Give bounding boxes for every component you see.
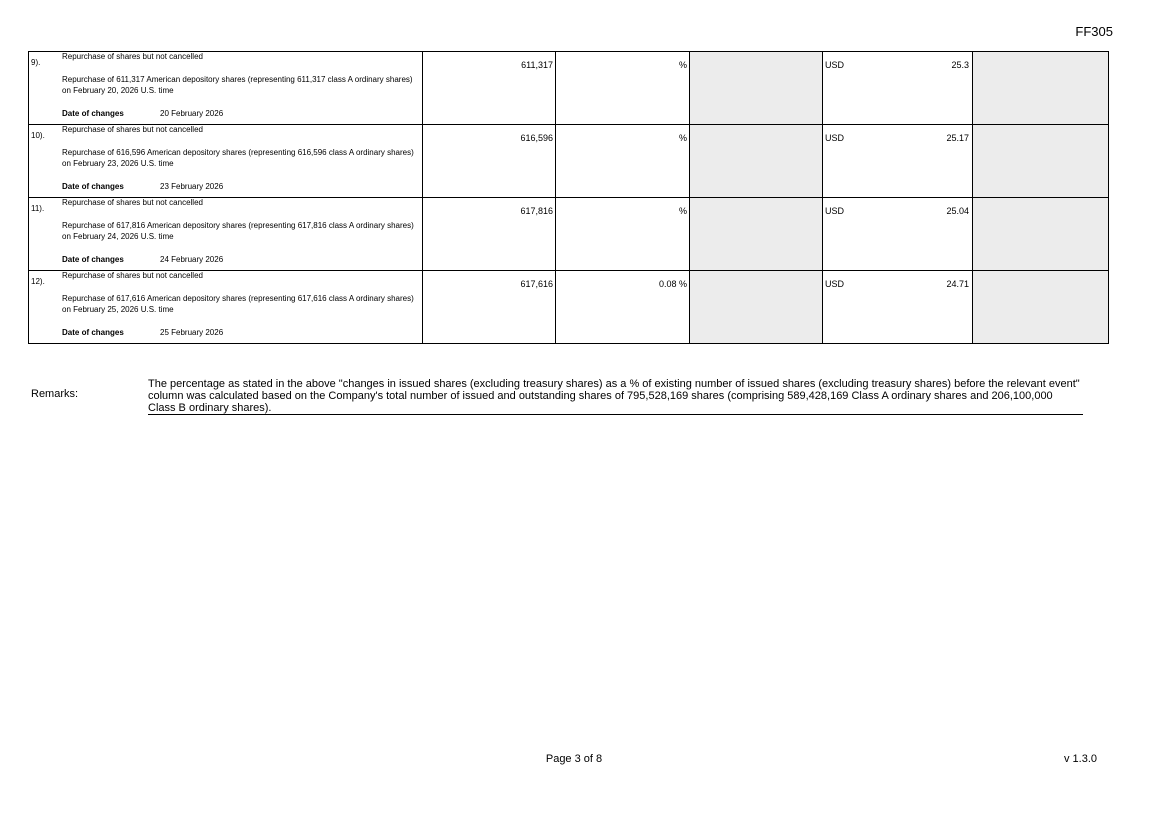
price-cell — [823, 271, 973, 344]
date-of-changes — [62, 255, 223, 264]
percent-cell — [556, 271, 690, 344]
event-type: Repurchase of shares but not cancelled — [62, 125, 203, 134]
price-value: 24.71 — [946, 279, 969, 289]
price-cell — [823, 125, 973, 198]
date-label: Date of changes — [62, 328, 124, 337]
currency: USD — [825, 60, 845, 70]
event-number: 9). — [31, 58, 41, 67]
price-cell — [823, 198, 973, 271]
event-description: Repurchase of 617,616 American depository shares (representing 617,616 class A ordinary shares) on February 25, 2026 U.S. time — [62, 294, 414, 314]
remarks-text: The percentage as stated in the above "changes in issued shares (excluding treasury shares) as a % of existing number of issued shares (excluding treasury shares) before the relevant event" column was calculated based on the Company's total number of issued and outstanding shares of 795,528,169 shares (comprising 589,428,169 Class A ordinary shares and 206,100,000 Class B ordinary shares). — [148, 378, 1083, 415]
shares-value: 616,596 — [520, 133, 553, 143]
shares-cell — [423, 271, 556, 344]
price-value: 25.04 — [946, 206, 969, 216]
shaded-cell — [690, 198, 823, 271]
currency: USD — [825, 133, 845, 143]
event-number: 11). — [31, 204, 45, 213]
percent-value: % — [678, 60, 687, 70]
event-description: Repurchase of 617,816 American depository shares (representing 617,816 class A ordinary shares) on February 24, 2026 U.S. time — [62, 221, 414, 241]
event-number: 10). — [31, 131, 45, 140]
date-value: 25 February 2026 — [160, 328, 224, 337]
table-row — [29, 271, 1109, 344]
shares-value: 611,317 — [521, 60, 553, 70]
shares-cell — [423, 125, 556, 198]
date-value: 20 February 2026 — [160, 109, 224, 118]
percent-cell — [556, 52, 690, 125]
event-description: Repurchase of 616,596 American depository shares (representing 616,596 class A ordinary shares) on February 23, 2026 U.S. time — [62, 148, 414, 168]
table-row — [29, 125, 1109, 198]
percent-value: % — [678, 206, 687, 216]
shaded-cell — [690, 271, 823, 344]
table-row — [29, 198, 1109, 271]
shares-value: 617,616 — [520, 279, 553, 289]
shaded-cell — [973, 198, 1109, 271]
percent-value: 0.08 % — [658, 279, 687, 289]
percent-cell — [556, 198, 690, 271]
shaded-cell — [690, 52, 823, 125]
event-description-cell — [29, 125, 423, 198]
event-description: Repurchase of 611,317 American depository shares (representing 611,317 class A ordinary shares) on February 20, 2026 U.S. time — [62, 75, 413, 95]
event-type: Repurchase of shares but not cancelled — [62, 52, 203, 61]
event-number: 12). — [31, 277, 45, 286]
currency: USD — [825, 206, 845, 216]
share-changes-table — [28, 51, 1109, 344]
event-type: Repurchase of shares but not cancelled — [62, 198, 203, 207]
currency: USD — [825, 279, 845, 289]
percent-cell — [556, 125, 690, 198]
shaded-cell — [973, 125, 1109, 198]
event-description-cell — [29, 52, 423, 125]
date-value: 24 February 2026 — [160, 255, 224, 264]
price-value: 25.17 — [946, 133, 969, 143]
event-type: Repurchase of shares but not cancelled — [62, 271, 203, 280]
price-cell — [823, 52, 973, 125]
table-row — [29, 52, 1109, 125]
shares-cell — [423, 198, 556, 271]
shares-cell — [423, 52, 556, 125]
date-label: Date of changes — [62, 182, 124, 191]
page-number: Page 3 of 8 — [545, 753, 603, 765]
date-value: 23 February 2026 — [160, 182, 224, 191]
shaded-cell — [690, 125, 823, 198]
date-label: Date of changes — [62, 255, 124, 264]
date-of-changes — [62, 109, 223, 118]
date-of-changes — [62, 328, 223, 337]
date-of-changes — [62, 182, 223, 191]
event-description-cell — [29, 271, 423, 344]
remarks-label: Remarks: — [31, 388, 79, 400]
version-number: v 1.3.0 — [1063, 753, 1097, 765]
shaded-cell — [973, 52, 1109, 125]
price-value: 25.3 — [951, 60, 969, 70]
form-code: FF305 — [1075, 24, 1113, 39]
event-description-cell — [29, 198, 423, 271]
shares-value: 617,816 — [520, 206, 553, 216]
date-label: Date of changes — [62, 109, 124, 118]
percent-value: % — [678, 133, 687, 143]
shaded-cell — [973, 271, 1109, 344]
